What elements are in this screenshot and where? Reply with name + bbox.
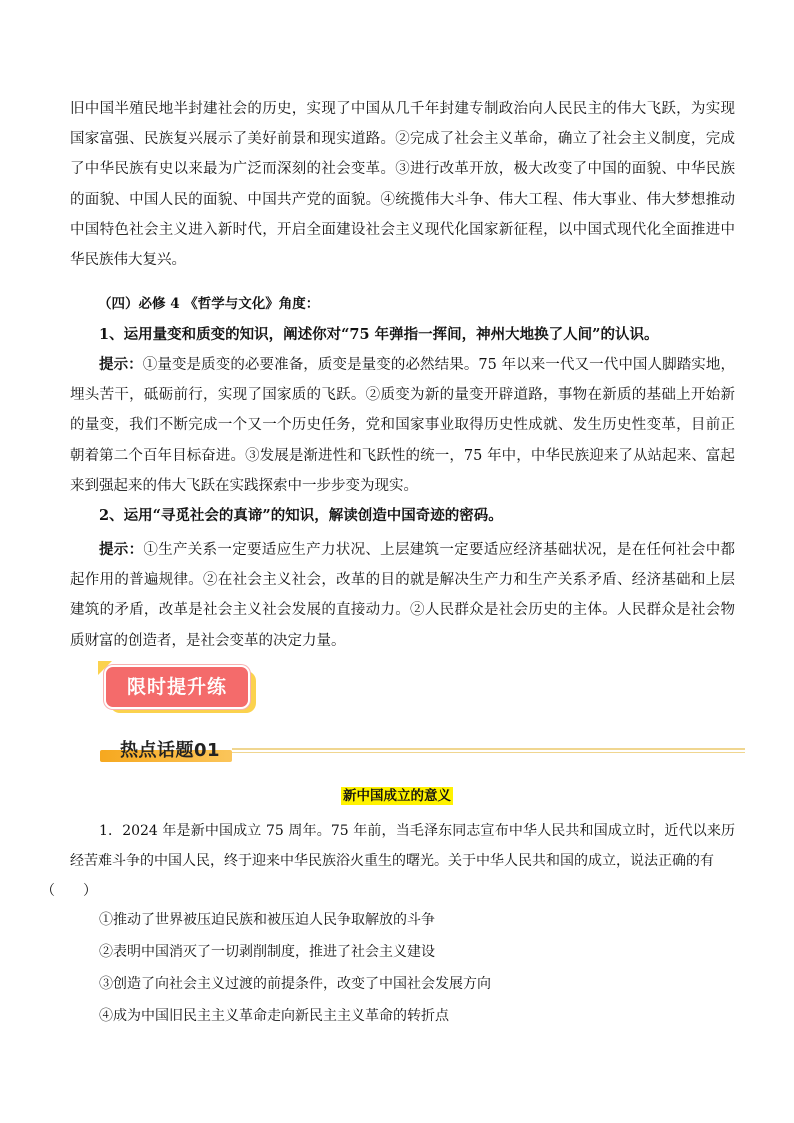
topic-divider-line <box>232 752 745 753</box>
option-item: ②表明中国消灭了一切剥削制度，推进了社会主义建设 <box>99 944 435 960</box>
banner-corner-flag-icon <box>98 661 112 675</box>
option-item: ④成为中国旧民主主义革命走向新民主主义革命的转折点 <box>99 1008 449 1024</box>
question-1-answer <box>70 350 735 501</box>
answer-blank: （ ） <box>41 883 97 899</box>
subtitle-text: 新中国成立的意义 <box>343 788 451 804</box>
option-item: ①推动了世界被压迫民族和被压迫人民争取解放的斗争 <box>99 912 435 928</box>
question-1-title: 1、运用量变和质变的知识，阐述你对“75 年弹指一挥间，神州大地换了人间”的认识。 <box>99 326 659 343</box>
intro-paragraph: 旧中国半殖民地半封建社会的历史，实现了中国从几千年封建专制政治向人民民主的伟大飞跃，为实现国家富强、民族复兴展示了美好前景和现实道路。②完成了社会主义革命，确立了社会主义制度，完成了中华民族有史以来最为广泛而深刻的社会变革。③进行改革开放，极大改变了中国的面貌、中华民族的面貌、中国人民的面貌、中国共产党的面貌。④统揽伟大斗争、伟大工程、伟大事业、伟大梦想推动中国特色社会主义进入新时代，开启全面建设社会主义现代化国家新征程，以中国式现代化全面推进中华民族伟大复兴。 <box>70 101 735 269</box>
question-text: 1．2024 年是新中国成立 75 周年。75 年前，当毛泽东同志宣布中华人民共和国成立时，近代以来历经苦难斗争的中国人民，终于迎来中华民族浴火重生的曙光。关于中华人民共和国的成立，说法正确的有 <box>70 823 735 869</box>
question-2-answer <box>70 535 735 656</box>
topic-divider-line <box>232 748 745 750</box>
hint-label: 提示： <box>99 541 144 558</box>
section-heading: （四）必修 4 《哲学与文化》角度： <box>98 296 320 312</box>
topic-subtitle <box>0 786 794 806</box>
option-item: ③创造了向社会主义过渡的前提条件，改变了中国社会发展方向 <box>99 976 491 992</box>
question-stem <box>41 816 735 906</box>
hint-label: 提示： <box>99 356 143 373</box>
banner-body <box>104 665 250 709</box>
timed-practice-banner <box>98 661 258 713</box>
hint-text: ①量变是质变的必要准备，质变是量变的必然结果。75 年以来一代又一代中国人脚踏实地，埋头苦干，砥砺前行，实现了国家质的飞跃。②质变为新的量变开辟道路，事物在新质的基础上开始新的量变，我们不断完成一个又一个历史任务，党和国家事业取得历史性成就、发生历史性变革，目前正朝着第二个百年目标奋进。③发展是渐进性和飞跃性的统一，75 年中，中华民族迎来了从站起来、富起来到强起来的伟大飞跃在实践探索中一步步变为现实。 <box>70 357 735 494</box>
hint-text: ①生产关系一定要适应生产力状况、上层建筑一定要适应经济基础状况，是在任何社会中都起作用的普遍规律。②在社会主义社会，改革的目的就是解决生产力和生产关系矛盾、经济基础和上层建筑的矛盾，改革是社会主义社会发展的直接动力。②人民群众是社会历史的主体。人民群众是社会物质财富的创造者，是社会变革的决定力量。 <box>70 542 736 649</box>
banner-label: 限时提升练 <box>126 676 227 698</box>
hot-topic-heading <box>100 738 745 764</box>
topic-label: 热点话题01 <box>120 740 221 761</box>
question-2-title: 2、运用“寻觅社会的真谛”的知识，解读创造中国奇迹的密码。 <box>99 507 503 524</box>
